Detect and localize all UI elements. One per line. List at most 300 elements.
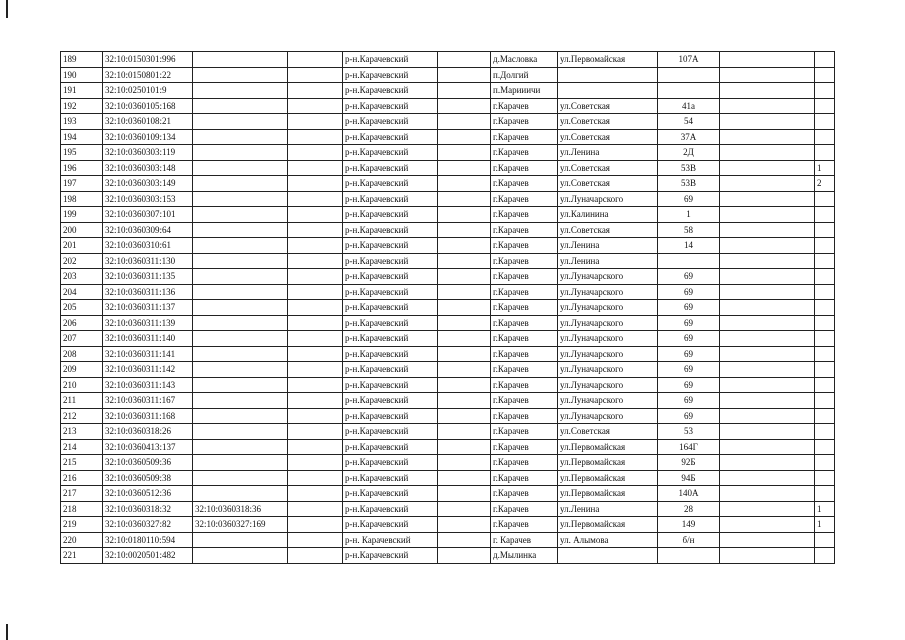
extra-column-cell: [288, 269, 343, 285]
settlement-cell: п.Долгий: [491, 67, 558, 83]
cadastral-number-cell: 32:10:0360303:148: [103, 160, 193, 176]
page-edge-mark-top: [6, 0, 8, 18]
notes-column-cell: [720, 145, 815, 161]
mark-cell: [815, 331, 835, 347]
cadastral-number-cell: 32:10:0360318:26: [103, 424, 193, 440]
notes-column-cell: [720, 207, 815, 223]
linked-cadastral-number-cell: [193, 331, 288, 347]
district-cell: р-н.Карачевский: [343, 191, 438, 207]
linked-cadastral-number-cell: [193, 300, 288, 316]
house-number-cell: 69: [658, 300, 720, 316]
row-number-cell: 214: [61, 439, 103, 455]
mark-cell: 2: [815, 176, 835, 192]
blank-column-cell: [438, 191, 491, 207]
linked-cadastral-number-cell: 32:10:0360318:36: [193, 501, 288, 517]
settlement-cell: г.Карачев: [491, 191, 558, 207]
house-number-cell: 69: [658, 377, 720, 393]
mark-cell: [815, 207, 835, 223]
row-number-cell: 213: [61, 424, 103, 440]
house-number-cell: 1: [658, 207, 720, 223]
house-number-cell: 53В: [658, 160, 720, 176]
blank-column-cell: [438, 393, 491, 409]
row-number-cell: 204: [61, 284, 103, 300]
linked-cadastral-number-cell: [193, 238, 288, 254]
house-number-cell: 53В: [658, 176, 720, 192]
table-row: [61, 176, 835, 192]
cadastral-number-cell: 32:10:0150301:996: [103, 52, 193, 68]
settlement-cell: г.Карачев: [491, 300, 558, 316]
blank-column-cell: [438, 145, 491, 161]
street-cell: ул.Советская: [558, 98, 658, 114]
extra-column-cell: [288, 532, 343, 548]
street-cell: ул.Луначарского: [558, 284, 658, 300]
linked-cadastral-number-cell: [193, 284, 288, 300]
extra-column-cell: [288, 300, 343, 316]
notes-column-cell: [720, 222, 815, 238]
settlement-cell: г.Карачев: [491, 470, 558, 486]
house-number-cell: 69: [658, 393, 720, 409]
linked-cadastral-number-cell: [193, 408, 288, 424]
settlement-cell: г.Карачев: [491, 253, 558, 269]
row-number-cell: 221: [61, 548, 103, 564]
table-row: [61, 284, 835, 300]
notes-column-cell: [720, 362, 815, 378]
settlement-cell: г.Карачев: [491, 160, 558, 176]
house-number-cell: [658, 83, 720, 99]
house-number-cell: 69: [658, 408, 720, 424]
settlement-cell: г.Карачев: [491, 377, 558, 393]
blank-column-cell: [438, 424, 491, 440]
settlement-cell: г.Карачев: [491, 517, 558, 533]
mark-cell: [815, 393, 835, 409]
notes-column-cell: [720, 67, 815, 83]
linked-cadastral-number-cell: [193, 269, 288, 285]
street-cell: ул.Первомайская: [558, 517, 658, 533]
mark-cell: 1: [815, 160, 835, 176]
extra-column-cell: [288, 67, 343, 83]
table-row: [61, 67, 835, 83]
district-cell: р-н.Карачевский: [343, 315, 438, 331]
mark-cell: [815, 486, 835, 502]
table-row: [61, 393, 835, 409]
street-cell: [558, 67, 658, 83]
cadastral-number-cell: 32:10:0180110:594: [103, 532, 193, 548]
district-cell: р-н.Карачевский: [343, 439, 438, 455]
settlement-cell: г.Карачев: [491, 362, 558, 378]
notes-column-cell: [720, 52, 815, 68]
street-cell: ул.Советская: [558, 129, 658, 145]
settlement-cell: г.Карачев: [491, 129, 558, 145]
cadastral-number-cell: 32:10:0360311:130: [103, 253, 193, 269]
notes-column-cell: [720, 114, 815, 130]
cadastral-number-cell: 32:10:0360512:36: [103, 486, 193, 502]
settlement-cell: г.Карачев: [491, 424, 558, 440]
blank-column-cell: [438, 269, 491, 285]
street-cell: ул.Луначарского: [558, 191, 658, 207]
linked-cadastral-number-cell: [193, 532, 288, 548]
mark-cell: [815, 114, 835, 130]
mark-cell: [815, 315, 835, 331]
mark-cell: [815, 470, 835, 486]
mark-cell: [815, 129, 835, 145]
mark-cell: [815, 253, 835, 269]
table-row: [61, 362, 835, 378]
cadastral-number-cell: 32:10:0360311:139: [103, 315, 193, 331]
house-number-cell: 140А: [658, 486, 720, 502]
linked-cadastral-number-cell: [193, 176, 288, 192]
blank-column-cell: [438, 67, 491, 83]
extra-column-cell: [288, 393, 343, 409]
house-number-cell: 37А: [658, 129, 720, 145]
cadastral-number-cell: 32:10:0360311:167: [103, 393, 193, 409]
row-number-cell: 216: [61, 470, 103, 486]
row-number-cell: 189: [61, 52, 103, 68]
cadastral-number-cell: 32:10:0360311:137: [103, 300, 193, 316]
settlement-cell: г.Карачев: [491, 269, 558, 285]
table-row: [61, 346, 835, 362]
table-row: [61, 222, 835, 238]
house-number-cell: [658, 548, 720, 564]
notes-column-cell: [720, 129, 815, 145]
table-row: [61, 253, 835, 269]
settlement-cell: г.Карачев: [491, 486, 558, 502]
blank-column-cell: [438, 98, 491, 114]
notes-column-cell: [720, 176, 815, 192]
table-row: [61, 408, 835, 424]
row-number-cell: 194: [61, 129, 103, 145]
extra-column-cell: [288, 238, 343, 254]
row-number-cell: 218: [61, 501, 103, 517]
table-row: [61, 300, 835, 316]
district-cell: р-н.Карачевский: [343, 284, 438, 300]
cadastral-number-cell: 32:10:0020501:482: [103, 548, 193, 564]
notes-column-cell: [720, 424, 815, 440]
district-cell: р-н.Карачевский: [343, 470, 438, 486]
mark-cell: [815, 362, 835, 378]
cadastral-number-cell: 32:10:0360311:141: [103, 346, 193, 362]
street-cell: ул.Ленина: [558, 501, 658, 517]
extra-column-cell: [288, 346, 343, 362]
house-number-cell: 58: [658, 222, 720, 238]
extra-column-cell: [288, 362, 343, 378]
blank-column-cell: [438, 114, 491, 130]
district-cell: р-н.Карачевский: [343, 408, 438, 424]
blank-column-cell: [438, 346, 491, 362]
settlement-cell: г.Карачев: [491, 455, 558, 471]
row-number-cell: 208: [61, 346, 103, 362]
linked-cadastral-number-cell: [193, 253, 288, 269]
blank-column-cell: [438, 238, 491, 254]
district-cell: р-н.Карачевский: [343, 129, 438, 145]
extra-column-cell: [288, 253, 343, 269]
row-number-cell: 210: [61, 377, 103, 393]
mark-cell: [815, 377, 835, 393]
property-registry-table: [60, 51, 835, 564]
district-cell: р-н.Карачевский: [343, 517, 438, 533]
mark-cell: [815, 424, 835, 440]
street-cell: ул.Советская: [558, 424, 658, 440]
extra-column-cell: [288, 176, 343, 192]
blank-column-cell: [438, 486, 491, 502]
table-row: [61, 548, 835, 564]
linked-cadastral-number-cell: [193, 424, 288, 440]
cadastral-number-cell: 32:10:0360303:149: [103, 176, 193, 192]
street-cell: ул.Луначарского: [558, 377, 658, 393]
table-row: [61, 160, 835, 176]
extra-column-cell: [288, 501, 343, 517]
cadastral-number-cell: 32:10:0150801:22: [103, 67, 193, 83]
extra-column-cell: [288, 377, 343, 393]
settlement-cell: г.Карачев: [491, 393, 558, 409]
notes-column-cell: [720, 548, 815, 564]
settlement-cell: г.Карачев: [491, 346, 558, 362]
street-cell: [558, 83, 658, 99]
street-cell: ул.Советская: [558, 222, 658, 238]
mark-cell: [815, 548, 835, 564]
table-row: [61, 238, 835, 254]
notes-column-cell: [720, 532, 815, 548]
notes-column-cell: [720, 331, 815, 347]
extra-column-cell: [288, 52, 343, 68]
linked-cadastral-number-cell: [193, 346, 288, 362]
street-cell: ул. Алымова: [558, 532, 658, 548]
notes-column-cell: [720, 284, 815, 300]
table-row: [61, 331, 835, 347]
house-number-cell: 149: [658, 517, 720, 533]
notes-column-cell: [720, 191, 815, 207]
row-number-cell: 191: [61, 83, 103, 99]
linked-cadastral-number-cell: [193, 470, 288, 486]
house-number-cell: 69: [658, 331, 720, 347]
notes-column-cell: [720, 393, 815, 409]
extra-column-cell: [288, 486, 343, 502]
notes-column-cell: [720, 486, 815, 502]
cadastral-number-cell: 32:10:0360303:153: [103, 191, 193, 207]
street-cell: ул.Ленина: [558, 253, 658, 269]
settlement-cell: г.Карачев: [491, 207, 558, 223]
linked-cadastral-number-cell: [193, 377, 288, 393]
mark-cell: [815, 439, 835, 455]
house-number-cell: 107А: [658, 52, 720, 68]
settlement-cell: г.Карачев: [491, 315, 558, 331]
cadastral-number-cell: 32:10:0360327:82: [103, 517, 193, 533]
blank-column-cell: [438, 253, 491, 269]
blank-column-cell: [438, 284, 491, 300]
mark-cell: [815, 52, 835, 68]
extra-column-cell: [288, 548, 343, 564]
extra-column-cell: [288, 83, 343, 99]
notes-column-cell: [720, 470, 815, 486]
district-cell: р-н.Карачевский: [343, 222, 438, 238]
row-number-cell: 195: [61, 145, 103, 161]
cadastral-number-cell: 32:10:0360311:143: [103, 377, 193, 393]
extra-column-cell: [288, 424, 343, 440]
notes-column-cell: [720, 439, 815, 455]
house-number-cell: 92Б: [658, 455, 720, 471]
linked-cadastral-number-cell: [193, 191, 288, 207]
extra-column-cell: [288, 114, 343, 130]
cadastral-number-cell: 32:10:0360310:61: [103, 238, 193, 254]
blank-column-cell: [438, 331, 491, 347]
notes-column-cell: [720, 98, 815, 114]
extra-column-cell: [288, 191, 343, 207]
settlement-cell: п.Марииичи: [491, 83, 558, 99]
mark-cell: 1: [815, 501, 835, 517]
table-row: [61, 455, 835, 471]
cadastral-number-cell: 32:10:0360413:137: [103, 439, 193, 455]
table-row: [61, 191, 835, 207]
street-cell: ул.Первомайская: [558, 455, 658, 471]
row-number-cell: 198: [61, 191, 103, 207]
notes-column-cell: [720, 315, 815, 331]
row-number-cell: 196: [61, 160, 103, 176]
cadastral-number-cell: 32:10:0360509:36: [103, 455, 193, 471]
street-cell: ул.Советская: [558, 160, 658, 176]
house-number-cell: 69: [658, 315, 720, 331]
street-cell: ул.Советская: [558, 114, 658, 130]
linked-cadastral-number-cell: [193, 67, 288, 83]
notes-column-cell: [720, 408, 815, 424]
table-row: [61, 98, 835, 114]
mark-cell: [815, 408, 835, 424]
linked-cadastral-number-cell: [193, 114, 288, 130]
cadastral-number-cell: 32:10:0250101:9: [103, 83, 193, 99]
district-cell: р-н.Карачевский: [343, 377, 438, 393]
street-cell: ул.Первомайская: [558, 439, 658, 455]
blank-column-cell: [438, 207, 491, 223]
linked-cadastral-number-cell: [193, 207, 288, 223]
extra-column-cell: [288, 331, 343, 347]
blank-column-cell: [438, 532, 491, 548]
cadastral-number-cell: 32:10:0360311:135: [103, 269, 193, 285]
district-cell: р-н.Карачевский: [343, 67, 438, 83]
district-cell: р-н.Карачевский: [343, 331, 438, 347]
house-number-cell: 28: [658, 501, 720, 517]
row-number-cell: 199: [61, 207, 103, 223]
settlement-cell: г.Карачев: [491, 114, 558, 130]
mark-cell: 1: [815, 517, 835, 533]
house-number-cell: 69: [658, 346, 720, 362]
notes-column-cell: [720, 238, 815, 254]
blank-column-cell: [438, 222, 491, 238]
extra-column-cell: [288, 160, 343, 176]
settlement-cell: г.Карачев: [491, 284, 558, 300]
notes-column-cell: [720, 455, 815, 471]
table-row: [61, 517, 835, 533]
cadastral-number-cell: 32:10:0360307:101: [103, 207, 193, 223]
house-number-cell: 69: [658, 284, 720, 300]
linked-cadastral-number-cell: [193, 439, 288, 455]
notes-column-cell: [720, 346, 815, 362]
notes-column-cell: [720, 160, 815, 176]
linked-cadastral-number-cell: [193, 129, 288, 145]
mark-cell: [815, 346, 835, 362]
row-number-cell: 206: [61, 315, 103, 331]
cadastral-number-cell: 32:10:0360108:21: [103, 114, 193, 130]
house-number-cell: 53: [658, 424, 720, 440]
blank-column-cell: [438, 176, 491, 192]
row-number-cell: 217: [61, 486, 103, 502]
extra-column-cell: [288, 98, 343, 114]
settlement-cell: д.Масловка: [491, 52, 558, 68]
notes-column-cell: [720, 300, 815, 316]
settlement-cell: г.Карачев: [491, 222, 558, 238]
settlement-cell: г.Карачев: [491, 331, 558, 347]
blank-column-cell: [438, 315, 491, 331]
district-cell: р-н.Карачевский: [343, 253, 438, 269]
district-cell: р-н.Карачевский: [343, 501, 438, 517]
house-number-cell: 69: [658, 269, 720, 285]
district-cell: р-н.Карачевский: [343, 548, 438, 564]
row-number-cell: 193: [61, 114, 103, 130]
table-row: [61, 269, 835, 285]
mark-cell: [815, 191, 835, 207]
house-number-cell: б/н: [658, 532, 720, 548]
mark-cell: [815, 455, 835, 471]
street-cell: ул.Ленина: [558, 145, 658, 161]
blank-column-cell: [438, 129, 491, 145]
linked-cadastral-number-cell: [193, 486, 288, 502]
extra-column-cell: [288, 145, 343, 161]
linked-cadastral-number-cell: [193, 548, 288, 564]
row-number-cell: 190: [61, 67, 103, 83]
linked-cadastral-number-cell: [193, 222, 288, 238]
blank-column-cell: [438, 470, 491, 486]
house-number-cell: 164Г: [658, 439, 720, 455]
row-number-cell: 205: [61, 300, 103, 316]
blank-column-cell: [438, 548, 491, 564]
blank-column-cell: [438, 408, 491, 424]
linked-cadastral-number-cell: [193, 52, 288, 68]
table-row: [61, 501, 835, 517]
district-cell: р-н.Карачевский: [343, 238, 438, 254]
linked-cadastral-number-cell: [193, 83, 288, 99]
row-number-cell: 215: [61, 455, 103, 471]
street-cell: ул.Луначарского: [558, 408, 658, 424]
blank-column-cell: [438, 439, 491, 455]
settlement-cell: г.Карачев: [491, 98, 558, 114]
linked-cadastral-number-cell: [193, 315, 288, 331]
mark-cell: [815, 67, 835, 83]
district-cell: р-н.Карачевский: [343, 346, 438, 362]
settlement-cell: г.Карачев: [491, 439, 558, 455]
house-number-cell: 54: [658, 114, 720, 130]
table-row: [61, 114, 835, 130]
cadastral-number-cell: 32:10:0360509:38: [103, 470, 193, 486]
settlement-cell: г.Карачев: [491, 238, 558, 254]
extra-column-cell: [288, 408, 343, 424]
mark-cell: [815, 300, 835, 316]
table-row: [61, 129, 835, 145]
street-cell: ул.Калинина: [558, 207, 658, 223]
cadastral-number-cell: 32:10:0360309:64: [103, 222, 193, 238]
mark-cell: [815, 238, 835, 254]
district-cell: р-н.Карачевский: [343, 176, 438, 192]
street-cell: ул.Луначарского: [558, 269, 658, 285]
registry-table-body: [61, 52, 835, 564]
blank-column-cell: [438, 517, 491, 533]
linked-cadastral-number-cell: [193, 393, 288, 409]
blank-column-cell: [438, 455, 491, 471]
cadastral-number-cell: 32:10:0360311:142: [103, 362, 193, 378]
settlement-cell: д.Мылинка: [491, 548, 558, 564]
notes-column-cell: [720, 377, 815, 393]
table-row: [61, 424, 835, 440]
district-cell: р-н.Карачевский: [343, 114, 438, 130]
house-number-cell: [658, 67, 720, 83]
blank-column-cell: [438, 83, 491, 99]
table-row: [61, 486, 835, 502]
